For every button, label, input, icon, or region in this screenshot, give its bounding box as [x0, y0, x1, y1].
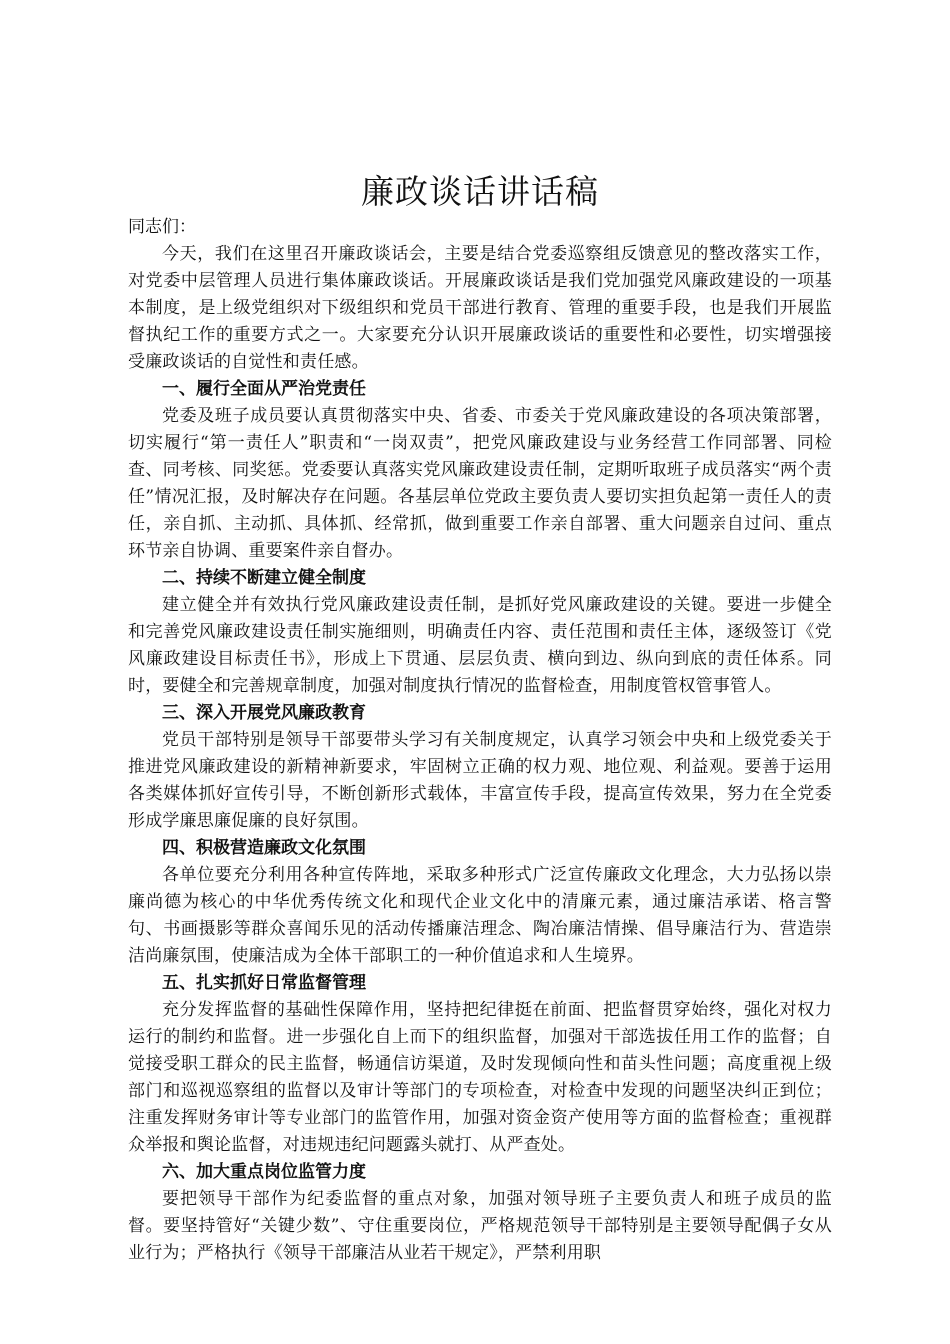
document-page [128, 170, 832, 1267]
section-5-body: 充分发挥监督的基础性保障作用，坚持把纪律挺在前面、把监督贯穿始终，强化对权力运行的制约和监督。进一步强化自上而下的组织监督，加强对干部选拔任用工作的监督；自觉接受职工群众的民主监督，畅通信访渠道，及时发现倾向性和苗头性问题；高度重视上级部门和巡视巡察组的监督以及审计等部门的专项检查，对检查中发现的问题坚决纠正到位；注重发挥财务审计等专业部门的监管作用，加强对资金资产使用等方面的监督检查；重视群众举报和舆论监督，对违规违纪问题露头就打、从严查处。 [128, 1000, 832, 1155]
section-4-body: 各单位要充分利用各种宣传阵地，采取多种形式广泛宣传廉政文化理念，大力弘扬以崇廉尚德为核心的中华优秀传统文化和现代企业文化中的清廉元素，通过廉洁承诺、格言警句、书画摄影等群众喜闻乐见的活动传播廉洁理念、陶冶廉洁情操、倡导廉洁行为、营造崇洁尚廉氛围，使廉洁成为全体干部职工的一种价值追求和人生境界。 [128, 865, 832, 966]
section-3-heading: 三、深入开展党风廉政教育 [162, 703, 366, 723]
document-title: 廉政谈话讲话稿 [361, 172, 599, 211]
section-1-body: 党委及班子成员要认真贯彻落实中央、省委、市委关于党风廉政建设的各项决策部署，切实履行“第一责任人”职责和“一岗双责”，把党风廉政建设与业务经营工作同部署、同检查、同考核、同奖惩。党委要认真落实党风廉政建设责任制，定期听取班子成员落实“两个责任”情况汇报，及时解决存在问题。各基层单位党政主要负责人要切实担负起第一责任人的责任，亲自抓、主动抓、具体抓、经常抓，做到重要工作亲自部署、重大问题亲自过问、重点环节亲自协调、重要案件亲自督办。 [128, 406, 832, 561]
section-3-body: 党员干部特别是领导干部要带头学习有关制度规定，认真学习领会中央和上级党委关于推进党风廉政建设的新精神新要求，牢固树立正确的权力观、地位观、利益观。要善于运用各类媒体抓好宣传引导，不断创新形式载体，丰富宣传手段，提高宣传效果，努力在全党委形成学廉思廉促廉的良好氛围。 [128, 730, 832, 831]
section-6-heading: 六、加大重点岗位监管力度 [162, 1162, 366, 1182]
section-5-heading: 五、扎实抓好日常监督管理 [162, 973, 366, 993]
section-1-heading: 一、履行全面从严治党责任 [162, 379, 366, 399]
section-2-body: 建立健全并有效执行党风廉政建设责任制，是抓好党风廉政建设的关键。要进一步健全和完善党风廉政建设责任制实施细则，明确责任内容、责任范围和责任主体，逐级签订《党风廉政建设目标责任书》，形成上下贯通、层层负责、横向到边、纵向到底的责任体系。同时，要健全和完善规章制度，加强对制度执行情况的监督检查，用制度管权管事管人。 [128, 595, 832, 696]
section-2-heading: 二、持续不断建立健全制度 [162, 568, 366, 588]
section-6-body: 要把领导干部作为纪委监督的重点对象，加强对领导班子主要负责人和班子成员的监督。要坚持管好“关键少数”、守住重要岗位，严格规范领导干部特别是主要领导配偶子女从业行为；严格执行《领导干部廉洁从业若干规定》，严禁利用职 [128, 1189, 832, 1263]
section-4-heading: 四、积极营造廉政文化氛围 [162, 838, 366, 858]
intro-paragraph: 今天，我们在这里召开廉政谈话会，主要是结合党委巡察组反馈意见的整改落实工作，对党委中层管理人员进行集体廉政谈话。开展廉政谈话是我们党加强党风廉政建设的一项基本制度，是上级党组织对下级组织和党员干部进行教育、管理的重要手段，也是我们开展监督执纪工作的重要方式之一。大家要充分认识开展廉政谈话的重要性和必要性，切实增强接受廉政谈话的自觉性和责任感。 [128, 244, 832, 372]
salutation: 同志们： [128, 217, 196, 237]
